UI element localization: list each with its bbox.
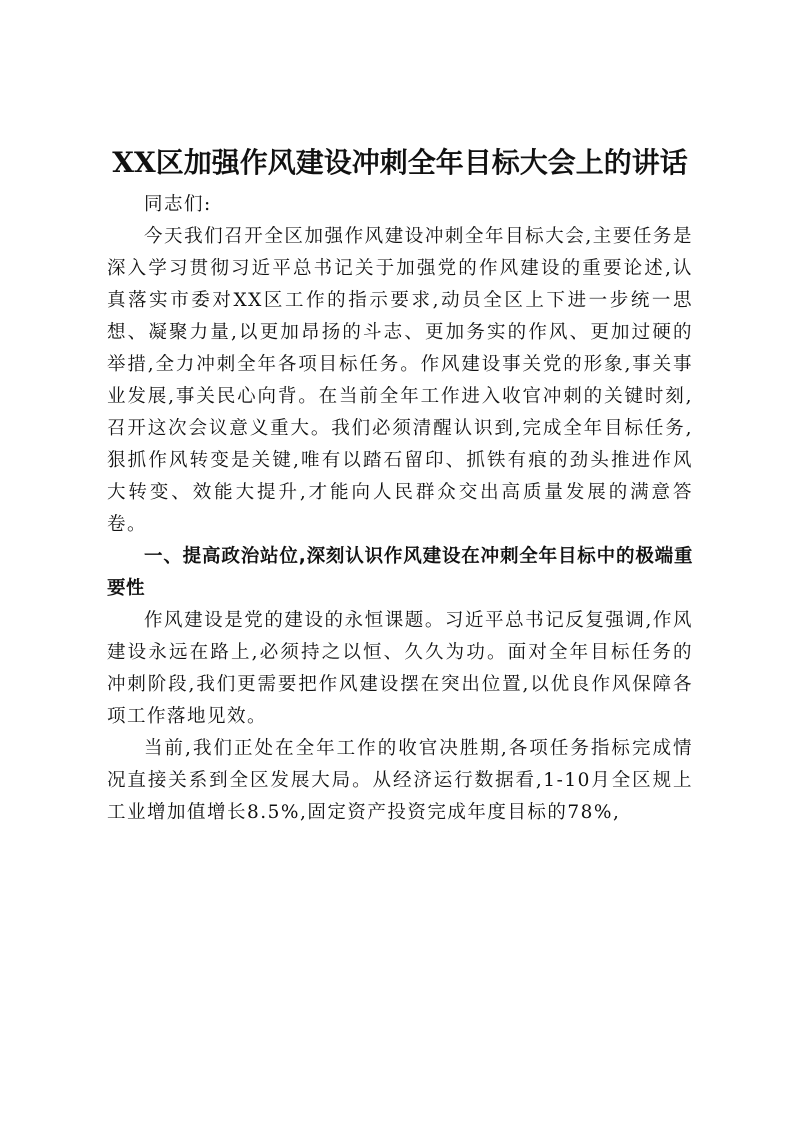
document-title: XX区加强作风建设冲刺全年目标大会上的讲话 xyxy=(112,146,688,179)
intro-paragraph: 今天我们召开全区加强作风建设冲刺全年目标大会,主要任务是深入学习贯彻习近平总书记关于加强党的作风建设的重要论述,认真落实市委对XX区工作的指示要求,动员全区上下进一步统一思想、凝聚力量,以更加昂扬的斗志、更加务实的作风、更加过硬的举措,全力冲刺全年各项目标任务。作风建设事关党的形象,事关事业发展,事关民心向背。在当前全年工作进入收官冲刺的关键时刻,召开这次会议意义重大。我们必须清醒认识到,完成全年目标任务,狠抓作风转变是关键,唯有以踏石留印、抓铁有痕的劲头推进作风大转变、效能大提升,才能向人民群众交出高质量发展的满意答卷。 xyxy=(107,226,693,535)
document-body xyxy=(107,140,693,829)
section-paragraph: 当前,我们正处在全年工作的收官决胜期,各项任务指标完成情况直接关系到全区发展大局。从经济运行数据看,1-10月全区规上工业增加值增长8.5%,固定资产投资完成年度目标的78%, xyxy=(107,738,693,823)
section-paragraph: 作风建设是党的建设的永恒课题。习近平总书记反复强调,作风建设永远在路上,必须持之以恒、久久为功。面对全年目标任务的冲刺阶段,我们更需要把作风建设摆在突出位置,以优良作风保障各项工作落地见效。 xyxy=(107,610,693,727)
section-heading: 一、提高政治站位,深刻认识作风建设在冲刺全年目标中的极端重要性 xyxy=(107,546,693,599)
salutation: 同志们: xyxy=(144,194,212,215)
